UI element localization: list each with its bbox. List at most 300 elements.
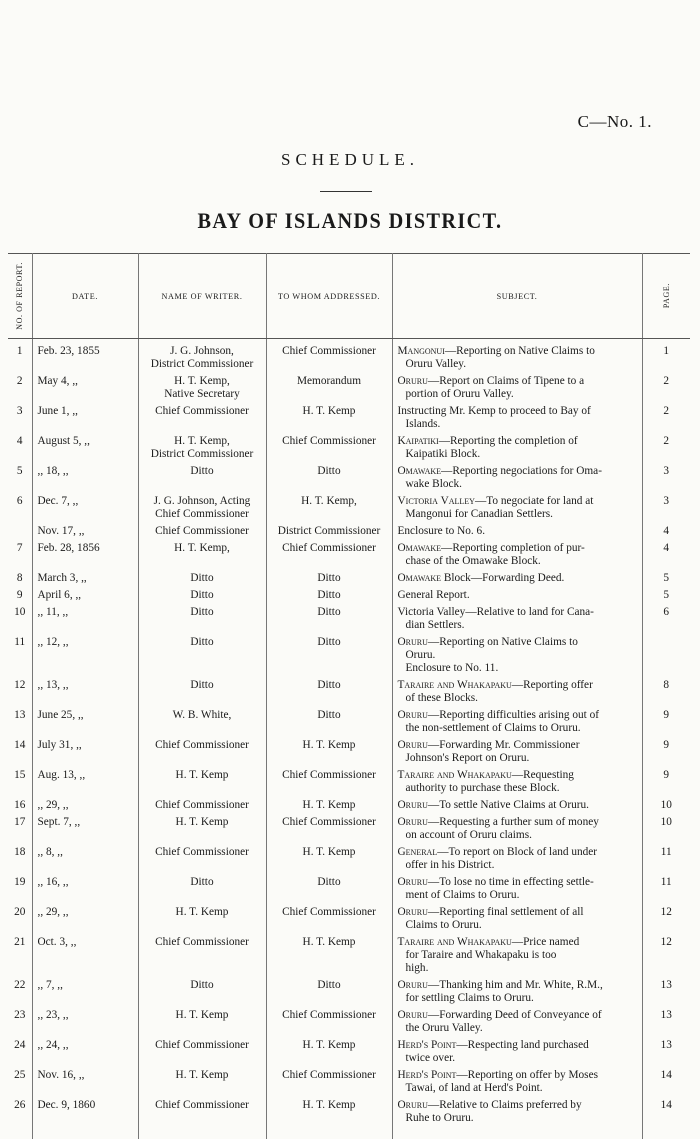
subject-heading: Victoria Valley <box>398 495 475 507</box>
subject-line <box>398 619 639 632</box>
subject-line-text: on account of Oruru claims. <box>406 829 532 841</box>
subject-line <box>398 799 639 812</box>
title-divider <box>320 191 372 192</box>
subject-heading: Taraire and Whakapaku <box>398 936 512 948</box>
writer-name <box>138 935 266 978</box>
schedule-table <box>8 253 690 1139</box>
addressee: Chief Commissioner <box>266 815 392 845</box>
addressee: H. T. Kemp <box>266 1098 392 1139</box>
subject-text <box>392 1038 642 1068</box>
subject-heading: Taraire and Whakapaku <box>398 679 512 691</box>
subject-heading: Oruru <box>398 816 428 828</box>
report-date: Dec. 9, 1860 <box>32 1098 138 1139</box>
subject-line-text: Block—Forwarding Deed. <box>441 572 564 584</box>
addressee: H. T. Kemp, <box>266 494 392 524</box>
table-row <box>8 588 690 605</box>
addressee: Ditto <box>266 708 392 738</box>
subject-text <box>392 374 642 404</box>
subject-text <box>392 1098 642 1139</box>
page-number: 6 <box>642 605 690 635</box>
subject-line-text: Ruhe to Oruru. <box>406 1112 474 1124</box>
subject-heading: Oruru <box>398 979 428 991</box>
writer-line: Ditto <box>142 465 263 478</box>
subject-text <box>392 605 642 635</box>
writer-line: H. T. Kemp <box>142 1009 263 1022</box>
addressee: H. T. Kemp <box>266 845 392 875</box>
report-date: May 4, ,, <box>32 374 138 404</box>
report-number: 12 <box>8 678 32 708</box>
report-number: 21 <box>8 935 32 978</box>
subject-line <box>398 962 639 975</box>
subject-line <box>398 782 639 795</box>
report-date: Dec. 7, ,, <box>32 494 138 524</box>
column-header-page: PAGE. <box>642 254 690 339</box>
subject-line-text: Enclosure to No. 6. <box>398 525 486 537</box>
addressee: H. T. Kemp <box>266 1038 392 1068</box>
report-date: Sept. 7, ,, <box>32 815 138 845</box>
subject-heading: Oruru <box>398 739 428 751</box>
table-row <box>8 374 690 404</box>
table-row <box>8 434 690 464</box>
report-date: June 1, ,, <box>32 404 138 434</box>
page-number: 13 <box>642 1038 690 1068</box>
subject-text <box>392 635 642 678</box>
subject-heading: Omawake <box>398 542 442 554</box>
subject-line <box>398 1069 639 1082</box>
writer-name <box>138 1068 266 1098</box>
subject-line-text: for Taraire and Whakapaku is too <box>406 949 557 961</box>
report-date: ,, 18, ,, <box>32 464 138 494</box>
page-number: 12 <box>642 935 690 978</box>
subject-line <box>398 859 639 872</box>
report-number: 8 <box>8 571 32 588</box>
table-row <box>8 678 690 708</box>
writer-line: Ditto <box>142 679 263 692</box>
table-row <box>8 635 690 678</box>
subject-line-text: —Report on Claims of Tipene to a <box>428 375 584 387</box>
subject-line <box>398 405 639 418</box>
addressee: Ditto <box>266 875 392 905</box>
report-number: 18 <box>8 845 32 875</box>
table-row <box>8 571 690 588</box>
subject-line <box>398 979 639 992</box>
addressee: H. T. Kemp <box>266 935 392 978</box>
subject-line <box>398 1112 639 1125</box>
table-row <box>8 464 690 494</box>
subject-line <box>398 1082 639 1095</box>
writer-name <box>138 464 266 494</box>
report-date: August 5, ,, <box>32 434 138 464</box>
subject-line-text: —Requesting a further sum of money <box>428 816 599 828</box>
page-number: 9 <box>642 708 690 738</box>
addressee: Chief Commissioner <box>266 1068 392 1098</box>
table-row <box>8 541 690 571</box>
subject-text <box>392 541 642 571</box>
report-number: 3 <box>8 404 32 434</box>
addressee: Ditto <box>266 605 392 635</box>
table-row <box>8 524 690 541</box>
page-number: 9 <box>642 768 690 798</box>
page-number: 11 <box>642 845 690 875</box>
subject-line-text: —To settle Native Claims at Oruru. <box>428 799 589 811</box>
subject-text <box>392 434 642 464</box>
subject-line <box>398 739 639 752</box>
addressee: H. T. Kemp <box>266 404 392 434</box>
page-number: 10 <box>642 815 690 845</box>
subject-line-text: —Requesting <box>512 769 574 781</box>
writer-line: Ditto <box>142 572 263 585</box>
subject-line <box>398 572 639 585</box>
addressee: Chief Commissioner <box>266 768 392 798</box>
subject-line-text: the Oruru Valley. <box>406 1022 483 1034</box>
report-number: 20 <box>8 905 32 935</box>
subject-line <box>398 345 639 358</box>
report-number: 5 <box>8 464 32 494</box>
writer-line: Chief Commissioner <box>142 846 263 859</box>
report-date: ,, 24, ,, <box>32 1038 138 1068</box>
report-date: July 31, ,, <box>32 738 138 768</box>
subject-line <box>398 478 639 491</box>
table-row <box>8 738 690 768</box>
subject-line <box>398 752 639 765</box>
subject-line <box>398 722 639 735</box>
report-number: 22 <box>8 978 32 1008</box>
subject-heading: Kaipatiki <box>398 435 439 447</box>
subject-text <box>392 768 642 798</box>
subject-line <box>398 769 639 782</box>
subject-heading: General <box>398 846 438 858</box>
subject-line-text: Victoria Valley—Relative to land for Cana- <box>398 606 594 618</box>
subject-line-text: Johnson's Report on Oruru. <box>406 752 530 764</box>
subject-heading: Oruru <box>398 636 428 648</box>
report-date: Oct. 3, ,, <box>32 935 138 978</box>
page-number: 14 <box>642 1098 690 1139</box>
subject-heading: Oruru <box>398 906 428 918</box>
writer-name <box>138 571 266 588</box>
page-number: 14 <box>642 1068 690 1098</box>
writer-line: H. T. Kemp, <box>142 435 263 448</box>
subject-line <box>398 829 639 842</box>
page-number <box>642 635 690 678</box>
addressee: Chief Commissioner <box>266 434 392 464</box>
subject-line-text: high. <box>406 962 429 974</box>
writer-line: Ditto <box>142 606 263 619</box>
table-row <box>8 1008 690 1038</box>
page-number: 13 <box>642 1008 690 1038</box>
subject-line-text: Claims to Oruru. <box>406 919 482 931</box>
subject-line <box>398 919 639 932</box>
table-row <box>8 404 690 434</box>
report-date: March 3, ,, <box>32 571 138 588</box>
writer-line: Chief Commissioner <box>142 1039 263 1052</box>
report-number: 2 <box>8 374 32 404</box>
subject-line <box>398 662 639 675</box>
subject-line-text: Islands. <box>406 418 441 430</box>
writer-name <box>138 1038 266 1068</box>
report-number: 24 <box>8 1038 32 1068</box>
writer-name <box>138 678 266 708</box>
writer-line: Ditto <box>142 636 263 649</box>
writer-name <box>138 339 266 375</box>
subject-line <box>398 508 639 521</box>
report-date: ,, 8, ,, <box>32 845 138 875</box>
report-number: 11 <box>8 635 32 678</box>
subject-line-text: General Report. <box>398 589 470 601</box>
report-date: ,, 11, ,, <box>32 605 138 635</box>
writer-line: H. T. Kemp, <box>142 375 263 388</box>
writer-line: Ditto <box>142 979 263 992</box>
report-date: Feb. 28, 1856 <box>32 541 138 571</box>
subject-line <box>398 1052 639 1065</box>
page-number: 5 <box>642 588 690 605</box>
subject-line-text: —Price named <box>512 936 579 948</box>
subject-line <box>398 846 639 859</box>
subject-line-text: Mangonui for Canadian Settlers. <box>406 508 553 520</box>
subject-line-text: ment of Claims to Oruru. <box>406 889 520 901</box>
page-number: 3 <box>642 494 690 524</box>
subject-text <box>392 339 642 375</box>
subject-line-text: —Reporting the completion of <box>439 435 578 447</box>
subject-text <box>392 571 642 588</box>
subject-text <box>392 905 642 935</box>
subject-line <box>398 692 639 705</box>
subject-line-text: —Thanking him and Mr. White, R.M., <box>428 979 603 991</box>
subject-line <box>398 435 639 448</box>
addressee: H. T. Kemp <box>266 798 392 815</box>
writer-line: Chief Commissioner <box>142 508 263 521</box>
addressee: Chief Commissioner <box>266 339 392 375</box>
subject-text <box>392 875 642 905</box>
addressee: H. T. Kemp <box>266 738 392 768</box>
subject-line <box>398 1039 639 1052</box>
subject-text <box>392 738 642 768</box>
document-reference: C—No. 1. <box>578 112 652 132</box>
page-number: 3 <box>642 464 690 494</box>
addressee: Ditto <box>266 635 392 678</box>
subject-text <box>392 494 642 524</box>
subject-line <box>398 606 639 619</box>
writer-name <box>138 605 266 635</box>
page-number: 4 <box>642 524 690 541</box>
report-date: ,, 29, ,, <box>32 905 138 935</box>
subject-line-text: —Forwarding Deed of Conveyance of <box>428 1009 602 1021</box>
report-date: Feb. 23, 1855 <box>32 339 138 375</box>
writer-line: H. T. Kemp <box>142 906 263 919</box>
subject-line <box>398 358 639 371</box>
subject-text <box>392 845 642 875</box>
writer-name <box>138 494 266 524</box>
report-date: Nov. 16, ,, <box>32 1068 138 1098</box>
subject-line <box>398 649 639 662</box>
addressee: Memorandum <box>266 374 392 404</box>
subject-line <box>398 889 639 902</box>
addressee: Ditto <box>266 978 392 1008</box>
subject-line-text: portion of Oruru Valley. <box>406 388 514 400</box>
writer-line: J. G. Johnson, Acting <box>142 495 263 508</box>
subject-line-text: Oruru Valley. <box>406 358 467 370</box>
addressee: Chief Commissioner <box>266 541 392 571</box>
table-row <box>8 1098 690 1139</box>
table-row <box>8 1038 690 1068</box>
subject-line <box>398 936 639 949</box>
writer-name <box>138 404 266 434</box>
page-number: 11 <box>642 875 690 905</box>
subject-text <box>392 1068 642 1098</box>
addressee: Chief Commissioner <box>266 905 392 935</box>
report-date: ,, 16, ,, <box>32 875 138 905</box>
subject-line-text: —Reporting on offer by Moses <box>456 1069 598 1081</box>
report-number: 7 <box>8 541 32 571</box>
addressee: Ditto <box>266 678 392 708</box>
report-date: April 6, ,, <box>32 588 138 605</box>
subject-line <box>398 495 639 508</box>
subject-line-text: Enclosure to No. 11. <box>406 662 499 674</box>
subject-heading: Oruru <box>398 876 428 888</box>
column-header-no: NO. OF REPORT. <box>8 254 32 339</box>
subject-line <box>398 375 639 388</box>
table-row <box>8 605 690 635</box>
subject-line-text: for settling Claims to Oruru. <box>406 992 534 1004</box>
subject-line-text: Oruru. <box>406 649 436 661</box>
addressee: Ditto <box>266 588 392 605</box>
subject-heading: Oruru <box>398 1009 428 1021</box>
writer-line: H. T. Kemp <box>142 816 263 829</box>
subject-text <box>392 815 642 845</box>
subject-text <box>392 1008 642 1038</box>
subject-line-text: —To negociate for land at <box>475 495 593 507</box>
report-number: 17 <box>8 815 32 845</box>
report-number: 13 <box>8 708 32 738</box>
report-number: 9 <box>8 588 32 605</box>
writer-name <box>138 845 266 875</box>
writer-name <box>138 798 266 815</box>
report-date: Nov. 17, ,, <box>32 524 138 541</box>
report-date: ,, 12, ,, <box>32 635 138 678</box>
table-row <box>8 935 690 978</box>
page-number: 9 <box>642 738 690 768</box>
report-date: ,, 23, ,, <box>32 1008 138 1038</box>
writer-line: Chief Commissioner <box>142 405 263 418</box>
subject-line-text: —Forwarding Mr. Commissioner <box>428 739 580 751</box>
subject-text <box>392 678 642 708</box>
district-title: BAY OF ISLANDS DISTRICT. <box>28 208 672 234</box>
writer-line: Ditto <box>142 876 263 889</box>
subject-line-text: —Reporting completion of pur- <box>441 542 585 554</box>
subject-line <box>398 992 639 1005</box>
writer-name <box>138 1008 266 1038</box>
subject-line <box>398 679 639 692</box>
subject-line-text: —Reporting negociations for Oma- <box>441 465 602 477</box>
report-number: 15 <box>8 768 32 798</box>
table-row <box>8 339 690 375</box>
subject-line-text: —Reporting offer <box>512 679 593 691</box>
subject-line-text: —Reporting difficulties arising out of <box>428 709 599 721</box>
page-number: 2 <box>642 374 690 404</box>
writer-name <box>138 708 266 738</box>
writer-line: Chief Commissioner <box>142 1099 263 1112</box>
table-row <box>8 815 690 845</box>
report-number: 1 <box>8 339 32 375</box>
writer-name <box>138 635 266 678</box>
subject-line <box>398 876 639 889</box>
subject-heading: Omawake <box>398 572 442 584</box>
subject-line-text: Instructing Mr. Kemp to proceed to Bay of <box>398 405 591 417</box>
report-number: 4 <box>8 434 32 464</box>
subject-line-text: chase of the Omawake Block. <box>406 555 541 567</box>
subject-heading: Mangonui <box>398 345 445 357</box>
report-number: 14 <box>8 738 32 768</box>
schedule-table-container <box>8 253 690 1139</box>
subject-line-text: —Relative to Claims preferred by <box>428 1099 582 1111</box>
page-number: 10 <box>642 798 690 815</box>
column-header-subject: SUBJECT. <box>392 254 642 339</box>
subject-line <box>398 589 639 602</box>
subject-heading: Herd's Point <box>398 1069 457 1081</box>
subject-line <box>398 1022 639 1035</box>
report-date: ,, 7, ,, <box>32 978 138 1008</box>
writer-name <box>138 434 266 464</box>
subject-heading: Oruru <box>398 709 428 721</box>
subject-text <box>392 404 642 434</box>
writer-name <box>138 768 266 798</box>
subject-line-text: Kaipatiki Block. <box>406 448 481 460</box>
subject-line <box>398 636 639 649</box>
subject-line <box>398 525 639 538</box>
subject-line-text: —To report on Block of land under <box>437 846 597 858</box>
subject-heading: Omawake <box>398 465 442 477</box>
page-number: 5 <box>642 571 690 588</box>
report-number: 25 <box>8 1068 32 1098</box>
report-date: June 25, ,, <box>32 708 138 738</box>
writer-line: J. G. Johnson, <box>142 345 263 358</box>
report-date: ,, 13, ,, <box>32 678 138 708</box>
subject-line <box>398 816 639 829</box>
writer-name <box>138 374 266 404</box>
table-row <box>8 1068 690 1098</box>
writer-name <box>138 738 266 768</box>
subject-text <box>392 935 642 978</box>
subject-line <box>398 1009 639 1022</box>
report-date: Aug. 13, ,, <box>32 768 138 798</box>
writer-line: Chief Commissioner <box>142 739 263 752</box>
page-number: 2 <box>642 404 690 434</box>
writer-name <box>138 815 266 845</box>
subject-line-text: of these Blocks. <box>406 692 478 704</box>
writer-name <box>138 524 266 541</box>
page-number: 1 <box>642 339 690 375</box>
subject-line <box>398 448 639 461</box>
report-number: 26 <box>8 1098 32 1139</box>
subject-line-text: wake Block. <box>406 478 462 490</box>
subject-line-text: —To lose no time in effecting settle- <box>428 876 594 888</box>
column-header-date: DATE. <box>32 254 138 339</box>
subject-line-text: —Reporting on Native Claims to <box>445 345 595 357</box>
writer-line: Ditto <box>142 589 263 602</box>
subject-line-text: offer in his District. <box>406 859 495 871</box>
subject-line-text: —Reporting final settlement of all <box>428 906 584 918</box>
subject-text <box>392 524 642 541</box>
writer-name <box>138 588 266 605</box>
report-number <box>8 524 32 541</box>
subject-line-text: the non-settlement of Claims to Oruru. <box>406 722 581 734</box>
page-number: 2 <box>642 434 690 464</box>
report-number: 10 <box>8 605 32 635</box>
writer-name <box>138 1098 266 1139</box>
page-number: 12 <box>642 905 690 935</box>
report-number: 19 <box>8 875 32 905</box>
writer-name <box>138 905 266 935</box>
schedule-title: SCHEDULE. <box>0 150 700 170</box>
